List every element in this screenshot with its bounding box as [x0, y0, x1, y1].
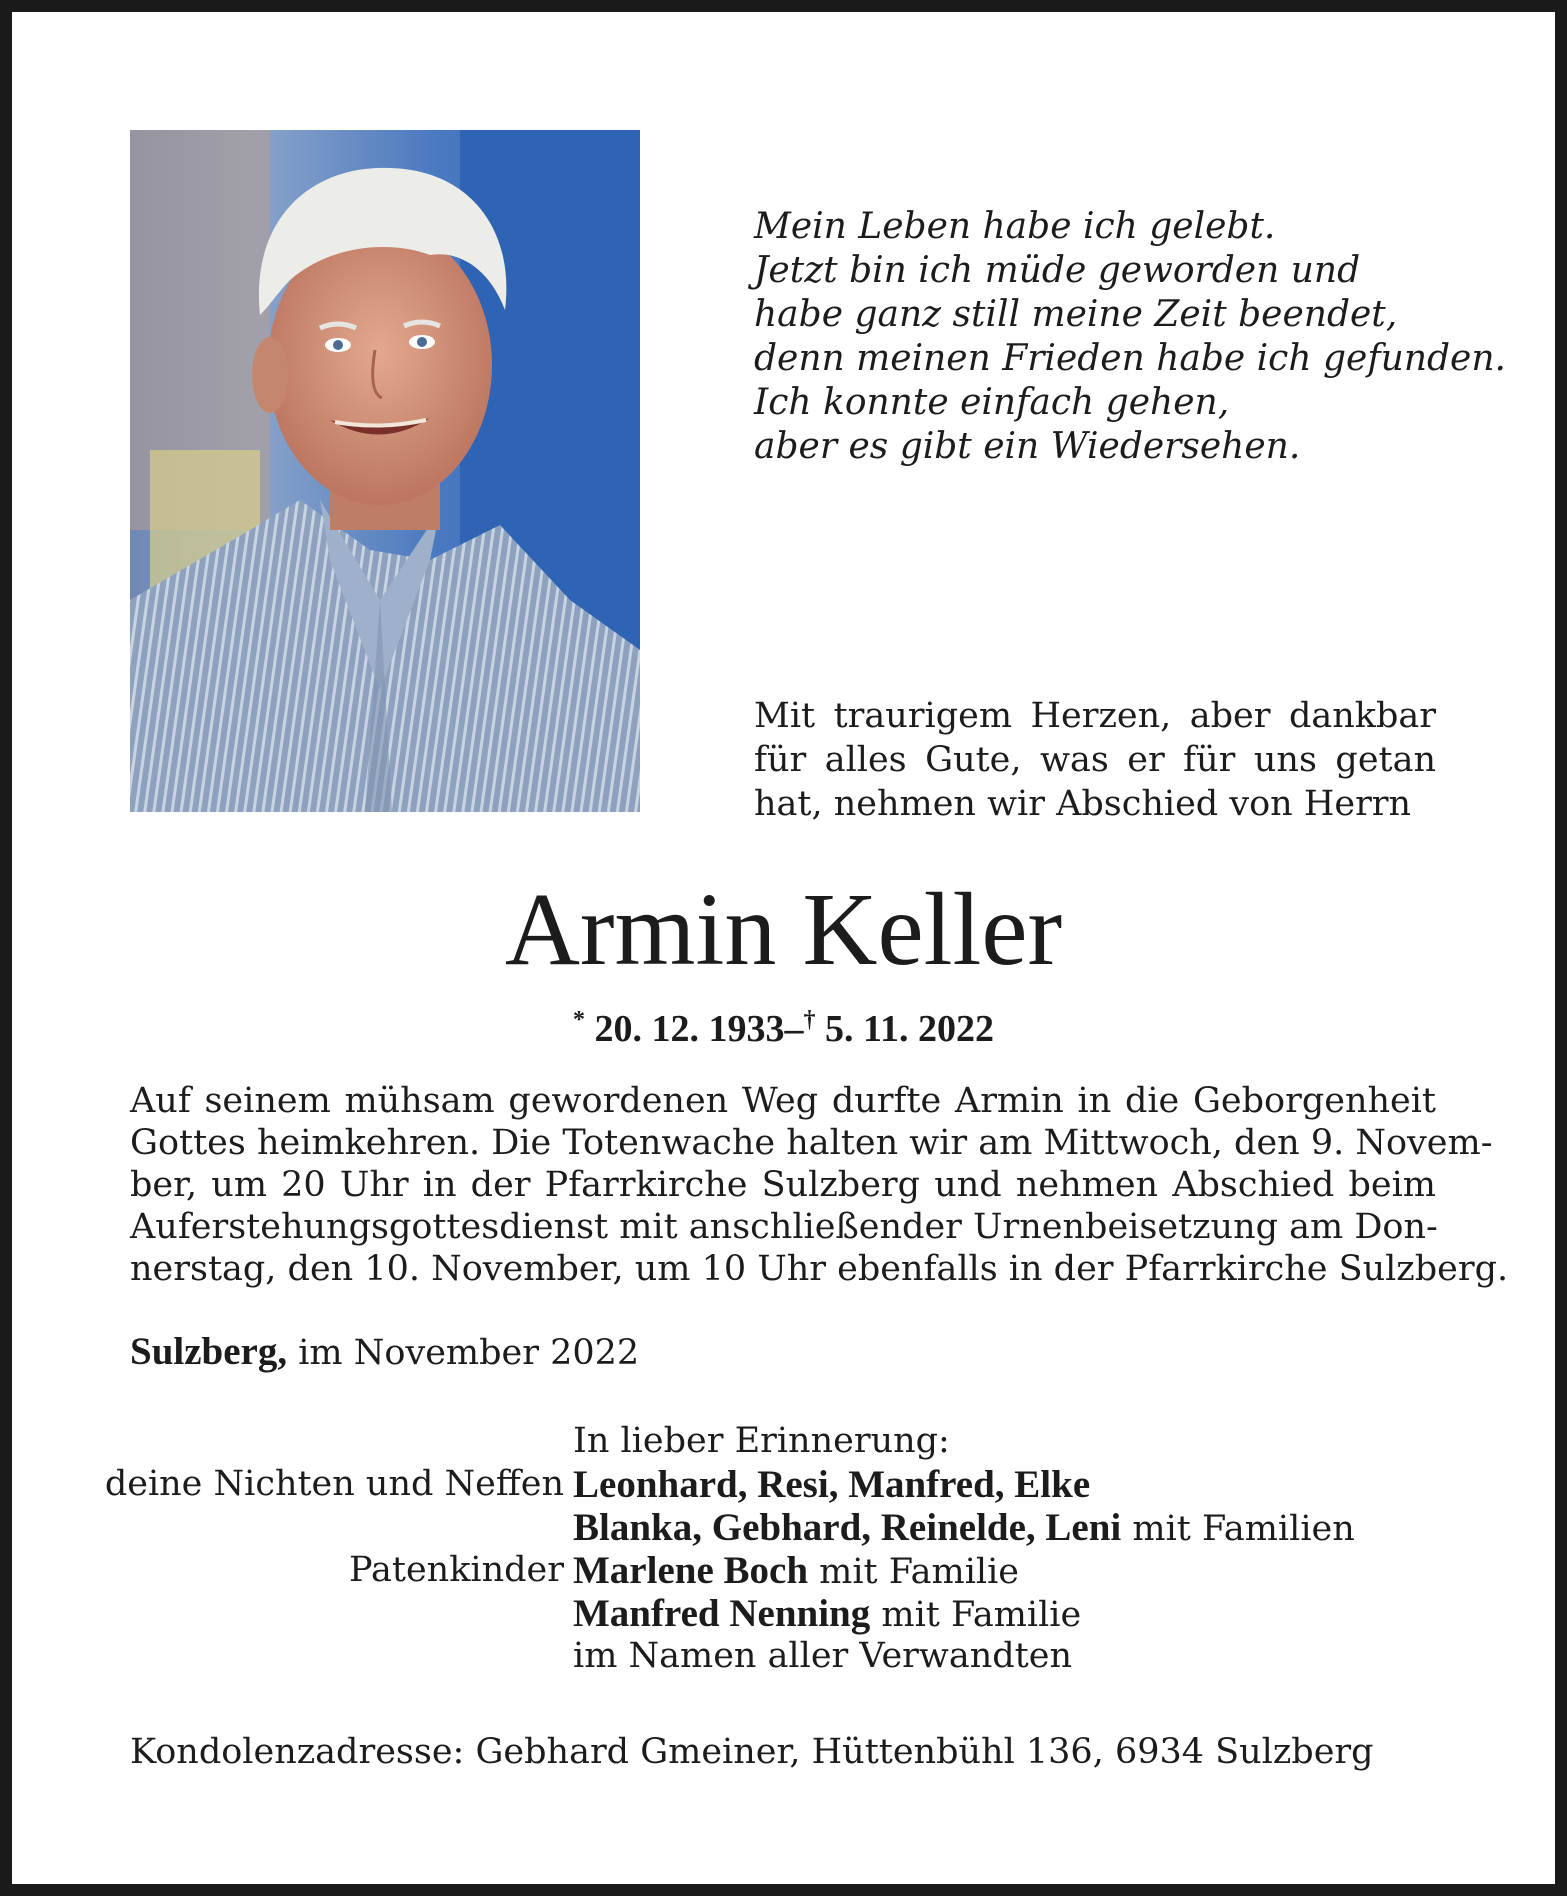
place-town: Sulzberg, — [130, 1330, 288, 1373]
mourner-relation: deine Nichten und Neffen — [104, 1464, 564, 1504]
birth-star-symbol: * — [573, 1007, 586, 1033]
poem-line: aber es gibt ein Wiedersehen. — [754, 426, 1301, 467]
body-line: nerstag, den 10. November, um 10 Uhr ebenfalls in der Pfarrkirche Sulzberg. — [130, 1249, 1509, 1289]
place-and-date — [130, 1330, 639, 1375]
mourner-names — [573, 1506, 1355, 1551]
place-date: im November 2022 — [298, 1333, 640, 1373]
poem-line: habe ganz still meine Zeit beendet, — [754, 294, 1398, 335]
mourner-names-bold: Manfred Nenning — [573, 1592, 871, 1635]
poem-line: Jetzt bin ich müde geworden und — [754, 250, 1361, 291]
death-date: 5. 11. 2022 — [825, 1008, 994, 1050]
life-dates — [0, 998, 1567, 1051]
body-line: Auferstehungsgottesdienst mit anschließender Urnenbeisetzung am Don- — [130, 1207, 1438, 1247]
mourner-row — [0, 1506, 1567, 1549]
mourner-suffix: mit Familie — [881, 1595, 1082, 1635]
death-cross-symbol: † — [803, 1007, 816, 1033]
poem-line: Mein Leben habe ich gelebt. — [754, 206, 1276, 247]
mourner-row — [0, 1463, 1567, 1506]
mourner-names — [573, 1463, 1090, 1508]
memory-heading-row — [0, 1420, 1567, 1463]
intro-text: Mit traurigem Herzen, aber dankbar für alles Gute, was er für uns getan hat, nehmen wir Abschied von Herrn — [754, 696, 1436, 824]
body-line: Gottes heimkehren. Die Totenwache halten wir am Mittwoch, den 9. Novem- — [130, 1123, 1493, 1163]
poem — [754, 205, 1506, 469]
memory-heading: In lieber Erinnerung: — [573, 1421, 950, 1461]
memory-closing: im Namen aller Verwandten — [573, 1636, 1072, 1676]
body-line: Auf seinem mühsam gewordenen Weg durfte Armin in die Geborgenheit — [130, 1081, 1436, 1121]
mourner-names — [573, 1549, 1019, 1594]
mourner-names — [573, 1592, 1081, 1637]
date-separator: – — [784, 1008, 804, 1050]
mourner-suffix: mit Familien — [1132, 1509, 1355, 1549]
body-line: ber, um 20 Uhr in der Pfarrkirche Sulzberg und nehmen Abschied beim — [130, 1165, 1436, 1205]
poem-line: Ich konnte einfach gehen, — [754, 382, 1230, 423]
condolence-address: Kondolenzadresse: Gebhard Gmeiner, Hüttenbühl 136, 6934 Sulzberg — [130, 1732, 1374, 1772]
mourner-row — [0, 1592, 1567, 1635]
announcement-text — [130, 1080, 1509, 1290]
poem-line: denn meinen Frieden habe ich gefunden. — [754, 338, 1506, 379]
mourner-row — [0, 1549, 1567, 1592]
mourners-list — [0, 1420, 1567, 1678]
portrait-photo — [130, 130, 640, 812]
mourner-names-bold: Blanka, Gebhard, Reinelde, Leni — [573, 1506, 1122, 1549]
memory-closing-row — [0, 1635, 1567, 1678]
deceased-name: Armin Keller — [504, 872, 1063, 987]
mourner-names-bold: Marlene Boch — [573, 1549, 809, 1592]
birth-date: 20. 12. 1933 — [594, 1008, 785, 1050]
mourner-names-bold: Leonhard, Resi, Manfred, Elke — [573, 1463, 1091, 1506]
mourner-suffix: mit Familie — [819, 1552, 1020, 1592]
mourner-relation: Patenkinder — [349, 1550, 564, 1590]
